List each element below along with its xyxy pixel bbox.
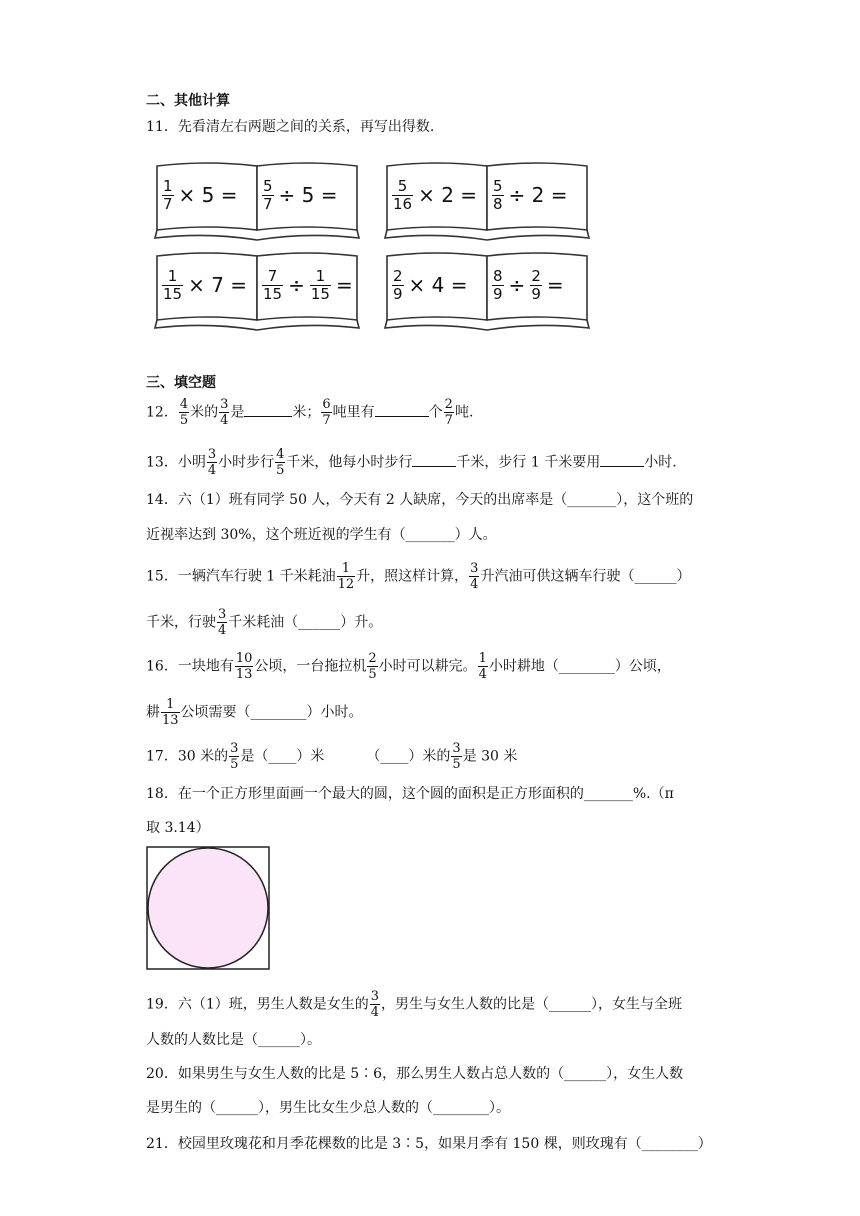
question-17: 17．30 米的 $\frac{3}{5}$ 是（____）米 （____）米的 $\frac{3}{5}$ 是 30 米: [146, 741, 518, 772]
question-14-line-1: 14．六（1）班有同学 50 人，今天有 2 人缺席，今天的出席率是（_______），这个班的: [146, 492, 694, 508]
question-19-line-1: 19．六（1）班，男生人数是女生的 $\frac{3}{4}$ ，男生与女生人数的比是（______），女生与全班: [146, 989, 683, 1020]
inscribed-circle: [148, 848, 268, 968]
question-21-line-1: 21．校园里玫瑰花和月季花棵数的比是 3∶5，如果月季有 150 棵，则玫瑰有（________）: [146, 1136, 712, 1152]
book-exercise-3: [153, 250, 353, 330]
book-left-expression: $\frac{2}{9}$ × 4 =: [393, 266, 468, 303]
book-right-expression: $\frac{5}{7}$ ÷ 5 =: [263, 176, 338, 213]
book-right-expression: $\frac{8}{9}$ ÷ $\frac{2}{9}$ =: [493, 266, 564, 303]
question-18-line-2: 取 3.14）: [146, 820, 210, 836]
book-left-expression: $\frac{5}{16}$ × 2 =: [393, 176, 478, 213]
section-title-fill-blank: 三、填空题: [146, 375, 216, 391]
question-20-line-1: 20．如果男生与女生人数的比是 5∶6，那么男生人数占总人数的（______），女生人数: [146, 1066, 684, 1082]
square-with-circle-figure: [146, 846, 272, 972]
book-left-expression: $\frac{1}{15}$ × 7 =: [163, 266, 248, 303]
book-right-expression: $\frac{5}{8}$ ÷ 2 =: [493, 176, 568, 213]
question-16-line-2: 耕 $\frac{1}{13}$ 公顷需要（________）小时。: [146, 697, 363, 728]
question-11-text: 11．先看清左右两题之间的关系，再写出得数.: [146, 119, 435, 135]
book-exercise-2: [383, 160, 583, 240]
question-16-line-1: 16．一块地有 $\frac{10}{13}$ 公顷，一台拖拉机 $\frac{2}{5}$ 小时可以耕完。 $\frac{1}{4}$ 小时耕地（________）公顷，: [146, 651, 671, 682]
question-14-line-2: 近视率达到 30%，这个班近视的学生有（_______）人。: [146, 527, 497, 543]
answer-blank[interactable]: [375, 404, 429, 417]
question-15-line-1: 15．一辆汽车行驶 1 千米耗油 $\frac{1}{12}$ 升，照这样计算， $\frac{3}{4}$ 升汽油可供这辆车行驶（______）: [146, 561, 691, 592]
answer-blank[interactable]: [600, 454, 644, 467]
question-15-line-2: 千米，行驶 $\frac{3}{4}$ 千米耗油（______）升。: [146, 607, 383, 638]
section-title-other-calculation: 二、其他计算: [146, 93, 230, 109]
answer-blank[interactable]: [244, 404, 292, 417]
question-12: 12． $\frac{4}{5}$ 米的 $\frac{3}{4}$ 是 米； $\frac{6}{7}$ 吨里有 个 $\frac{2}{7}$ 吨.: [146, 397, 474, 428]
question-18-line-1: 18．在一个正方形里面画一个最大的圆，这个圆的面积是正方形面积的_______%.（π: [146, 786, 674, 802]
answer-blank[interactable]: [412, 454, 456, 467]
question-20-line-2: 是男生的（______），男生比女生少总人数的（________）。: [146, 1100, 510, 1116]
book-exercise-4: [383, 250, 583, 330]
question-19-line-2: 人数的人数比是（______）。: [146, 1032, 321, 1048]
book-exercise-1: [153, 160, 353, 240]
book-right-expression: $\frac{7}{15}$ ÷ $\frac{1}{15}$ =: [263, 266, 353, 303]
question-13: 13．小明 $\frac{3}{4}$ 小时步行 $\frac{4}{5}$ 千米，他每小时步行 千米，步行 1 千米要用 小时.: [146, 447, 677, 478]
book-left-expression: $\frac{1}{7}$ × 5 =: [163, 176, 238, 213]
